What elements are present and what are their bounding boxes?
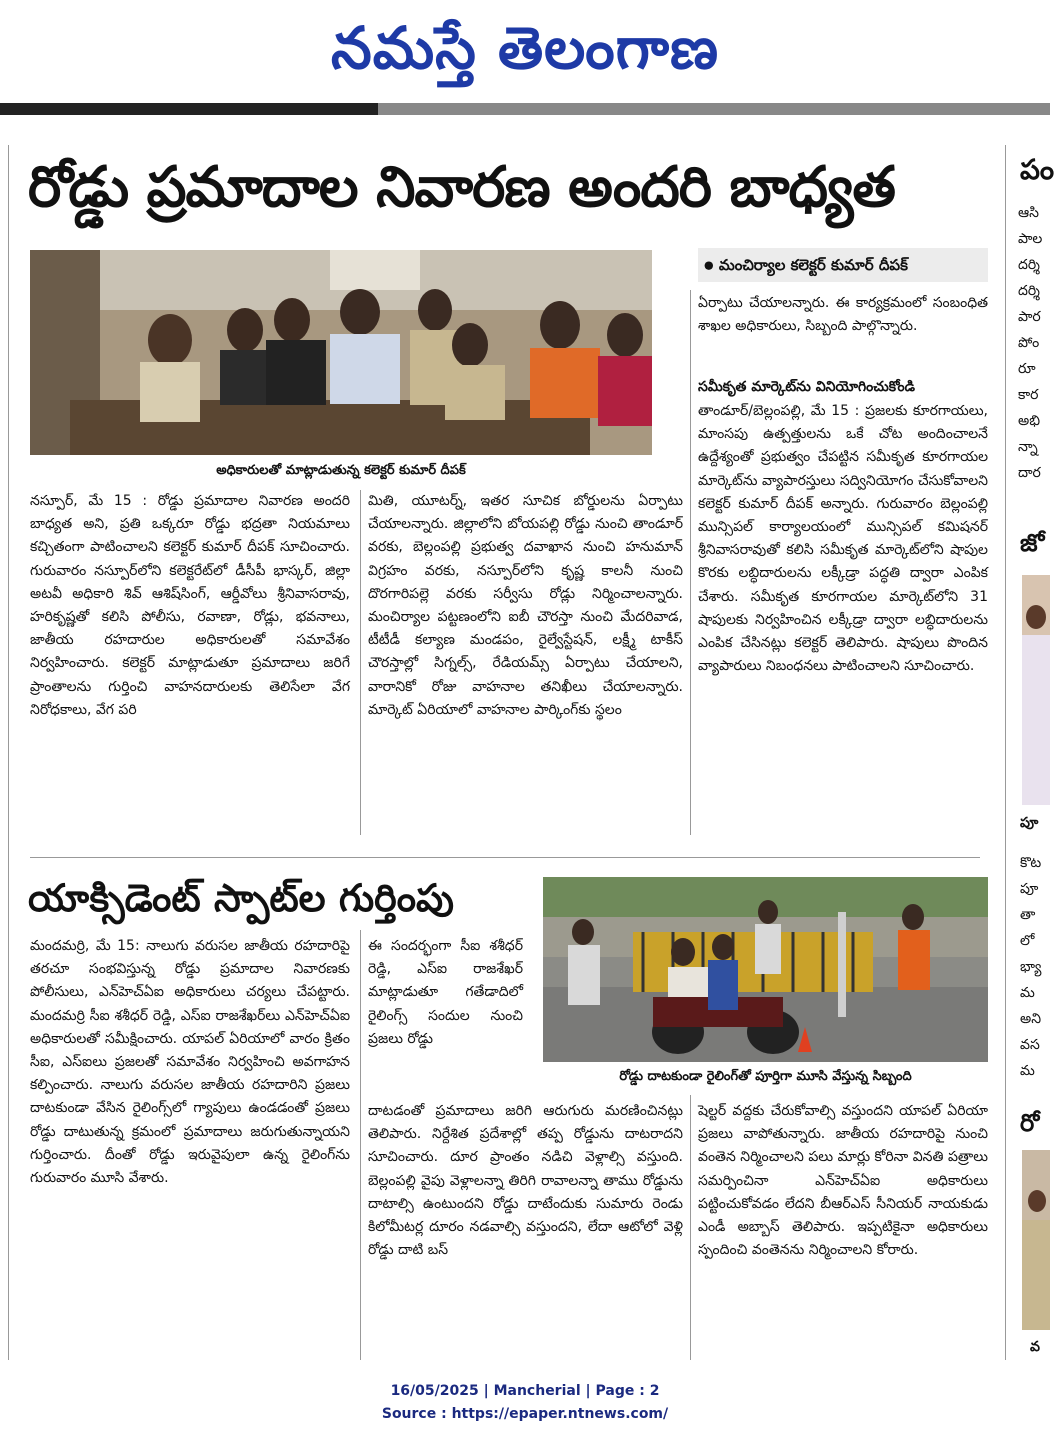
article1-col3-text: ఏర్పాటు చేయాలన్నారు. ఈ కార్యక్రమంలో సంబంధిత శాఖల అధికారులు, సిబ్బంది పాల్గొన్నారు. bbox=[698, 295, 988, 335]
market-subhead: సమీకృత మార్కెట్‌ను వినియోగించుకోండి bbox=[698, 379, 916, 395]
sidebar-line: అని bbox=[1020, 1011, 1042, 1027]
meeting-photo bbox=[30, 250, 652, 455]
article2-col1 bbox=[30, 935, 350, 1350]
masthead-rule-grey bbox=[378, 103, 1050, 115]
sidebar-photo-3 bbox=[1022, 1150, 1050, 1330]
market-body-text: తాండూర్/బెల్లంపల్లి, మే 15 : ప్రజలకు కూరగాయలు, మాంసపు ఉత్పత్తులను ఒకే చోట అందించాలనే ఉద్దేశ్యంతో ప్రభుత్వం చేపట్టిన సమీకృత కూరగాయల మార్కెట్‌ను వ్యాపారస్తులు సద్వినియోగం చేసుకోవాలని కలెక్టర్ కుమార్ దీపక్ అన్నారు. గురువారం బెల్లంపల్లి మున్సిపల్ కార్యాలయంలో మున్సిపల్ కమిషనర్ శ్రీనివాసరావుతో కలిసి సమీకృత మార్కెట్‌లోని షాపుల కొరకు లబ్ధిదారులను లక్కీడ్రా పద్ధతి ద్వారా ఎంపిక చేశారు. సమీకృత కూరగాయల మార్కెట్‌లోని 31 షాపులకు నిర్వహించిన లక్కీడ్రా ద్వారా లబ్ధిదారులను ఎంపిక చేసినట్లు కలెక్టర్ తెలిపారు. షాపులు పొందిన వ్యాపారులు నిబంధనలు పాటించాలని సూచించారు. bbox=[698, 403, 988, 675]
article1-col1-text: నస్పూర్, మే 15 : రోడ్డు ప్రమాదాల నివారణ అందరి బాధ్యత అని, ప్రతి ఒక్కరూ రోడ్డు భద్రతా నియమాలు కచ్చితంగా పాటించాలని కలెక్టర్ కుమార్ దీపక్ సూచించారు. గురువారం నస్పూర్‌లోని కలెక్టరేట్‌లో డీసీపీ భాస్కర్, జిల్లా అటవీ అధికారి శివ్ ఆశిష్‌సింగ్, ఆర్డీవోలు శ్రీనివాసరావు, హరికృష్ణతో కలిసి పోలీసు, రవాణా, రోడ్లు, భవనాలు, జాతీయ రహదారుల అధికారులతో సమావేశం నిర్వహించారు. కలెక్టర్ మాట్లాడుతూ ప్రమాదాలు జరిగే ప్రాంతాలను గుర్తించి వాహనదారులకు తెలిసేలా వేగ నిరోధకాలు, వేగ పరి bbox=[30, 493, 350, 718]
article2-photo bbox=[543, 877, 988, 1062]
article1-photo-caption: అధికారులతో మాట్లాడుతున్న కలెక్టర్ కుమార్ దీపక్ bbox=[216, 463, 466, 478]
sidebar-line: ఆసి bbox=[1018, 205, 1039, 221]
sidebar-line: కొట bbox=[1020, 855, 1042, 871]
sidebar-line: మ bbox=[1020, 985, 1035, 1001]
sidebar-line: పార bbox=[1018, 309, 1041, 325]
article1-col2 bbox=[368, 490, 683, 835]
article1-col3 bbox=[698, 292, 988, 364]
sidebar-line: పాల bbox=[1018, 231, 1043, 247]
sidebar-line: రూ bbox=[1018, 361, 1036, 377]
sidebar-line: పోం bbox=[1018, 335, 1040, 351]
article1-col1 bbox=[30, 490, 350, 835]
sidebar-photo-2 bbox=[1022, 575, 1050, 805]
sidebar-line: లో bbox=[1020, 933, 1035, 949]
column-rule-2 bbox=[690, 290, 691, 835]
column-rule-3 bbox=[360, 930, 361, 1360]
article1-photo bbox=[30, 250, 652, 455]
sidebar-line: దర్శి bbox=[1018, 283, 1040, 299]
masthead-rule-dark bbox=[0, 103, 378, 115]
masthead bbox=[0, 0, 1050, 100]
sidebar-heading-2: జో bbox=[1020, 529, 1045, 557]
sidebar-line: న్నా bbox=[1018, 439, 1038, 455]
left-border-rule bbox=[8, 145, 9, 1360]
sidebar-heading-3: రో bbox=[1020, 1109, 1040, 1137]
article2-col3-text: షెల్టర్ వద్దకు చేరుకోవాల్సి వస్తుందని యాపల్ ఏరియా ప్రజలు వాపోతున్నారు. జాతీయ రహదారిపై నుంచి వంతెన నిర్మించాలని పలు మార్లు కోరినా వినతి పత్రాలు సమర్పించినా ఎన్‌హెచ్‌ఏఐ అధికారులు పట్టించుకోవడం లేదని బీఆర్‌ఎస్ సీనియర్ నాయకుడు ఎండీ అబ్బాస్ తెలిపారు. ఇప్పటికైనా అధికారులు స్పందించి వంతెనను నిర్మించాలని కోరారు. bbox=[698, 1103, 988, 1259]
market-body bbox=[698, 400, 988, 840]
sidebar-line: మ bbox=[1020, 1063, 1035, 1079]
article2-col3 bbox=[698, 1100, 988, 1355]
article1-byline bbox=[698, 248, 988, 282]
article2-col2-bottom bbox=[368, 1100, 683, 1355]
sidebar-line: పూ bbox=[1020, 881, 1039, 897]
masthead-title: నమస్తే తెలంగాణ bbox=[331, 14, 719, 82]
sidebar-heading-1: పం bbox=[1020, 153, 1054, 186]
footer-source-line: Source : https://epaper.ntnews.com/ bbox=[381, 1406, 669, 1422]
sidebar-line: భ్యా bbox=[1020, 959, 1042, 975]
railing-photo bbox=[543, 877, 988, 1062]
article2-col2-top bbox=[368, 935, 523, 1095]
article1-byline-text: మంచిర్యాల కలెక్టర్ కుమార్ దీపక్ bbox=[718, 256, 908, 274]
column-rule-1 bbox=[360, 490, 361, 835]
article2-col2-top-text: ఈ సందర్భంగా సీఐ శశీధర్ రెడ్డి, ఎస్ఐ రాజశేఖర్ మాట్లాడుతూ గతేడాదిలో రైలింగ్స్ సందుల నుంచి ప్రజలు రోడ్డు bbox=[368, 938, 523, 1047]
bullet-icon: ● bbox=[704, 258, 714, 272]
sidebar-line: అభి bbox=[1018, 413, 1040, 429]
article1-headline: రోడ్డు ప్రమాదాల నివారణ అందరి బాధ్యత bbox=[28, 155, 895, 220]
article2-col1-text: మందమర్రి, మే 15: నాలుగు వరుసల జాతీయ రహదారిపై తరచూ సంభవిస్తున్న రోడ్డు ప్రమాదాల నివారణకు పోలీసులు, ఎన్‌హెచ్‌ఏఐ అధికారులు చర్యలు చేపట్టారు. మందమర్రి సీఐ శశీధర్ రెడ్డి, ఎస్ఐ రాజశేఖర్‌లు ఎన్‌హెచ్‌ఏఐ అధికారులతో సమీక్షించారు. యాపల్ ఏరియాలో వారం క్రితం సీఐ, ఎస్ఐలు ప్రజలతో సమావేశం నిర్వహించి అవగాహన కల్పించారు. నాలుగు వరుసల జాతీయ రహదారిని ప్రజలు దాటకుండా వేసిన రైలింగ్స్‌లో గ్యాపులు ఉండడంతో ప్రజలు రోడ్డు దాటుతున్న క్రమంలో ప్రమాదాలు జరుగుతున్నాయని గుర్తించారు. దీంతో రోడ్డు ఇరువైపులా ఉన్న రైలింగ్‌ను గురువారం మూసి వేశారు. bbox=[30, 938, 350, 1187]
sidebar-line: దర్శి bbox=[1018, 257, 1040, 273]
article2-col2-bottom-text: దాటడంతో ప్రమాదాలు జరిగి ఆరుగురు మరణించినట్లు తెలిపారు. నిర్దేశిత ప్రదేశాల్లో తప్ప రోడ్డును దాటరాదని సూచించారు. దూర ప్రాంతం నడిచి వెళ్లాల్సి వస్తుంది. బెల్లంపల్లి వైపు వెళ్లాలన్నా తిరిగి రావాలన్నా తాము రోడ్డును దాటాల్సి ఉంటుందని రోడ్డు దాటేందుకు సుమారు రెండు కిలోమీటర్ల దూరం నడవాల్సి వస్తుందని, లేదా ఆటోలో వెళ్లి రోడ్డు దాటి బస్ bbox=[368, 1103, 683, 1259]
article2-photo-caption: రోడ్డు దాటకుండా రైలింగ్‌తో పూర్తిగా మూసి వేస్తున్న సిబ్బంది bbox=[619, 1069, 912, 1084]
column-rule-4 bbox=[690, 1095, 691, 1360]
article1-col2-text: మితి, యూటర్న్, ఇతర సూచిక బోర్డులను ఏర్పాటు చేయాలన్నారు. జిల్లాలోని బోయపల్లి రోడ్డు నుంచి తాండూర్ వరకు, బెల్లంపల్లి ప్రభుత్వ దవాఖాన నుంచి హనుమాన్ విగ్రహం వరకు, నస్పూర్‌లోని కృష్ణ కాలనీ నుంచి దొరగారిపల్లె వరకు సర్వీసు రోడ్లు నిర్మించాలన్నారు. మంచిర్యాల పట్టణంలోని ఐబీ చౌరస్తా నుంచి మేదరివాడ, టీటీడీ కల్యాణ మండపం, రైల్వేస్టేషన్, లక్ష్మీ టాకీస్ చౌరస్తాల్లో సిగ్నల్స్, రేడియమ్స్ ఏర్పాటు చేయాలని, వారానికో రోజు వాహనాల తనిఖీలు చేయాలన్నారు. మార్కెట్ ఏరియాలో వాహనాల పార్కింగ్‌కు స్థలం bbox=[368, 493, 683, 718]
sidebar-caption-3: వ bbox=[1030, 1339, 1040, 1355]
sidebar-line: వస bbox=[1020, 1037, 1040, 1053]
sidebar-divider bbox=[1005, 145, 1006, 1360]
footer-date-line: 16/05/2025 | Mancherial | Page : 2 bbox=[390, 1383, 660, 1399]
sidebar-story-2 bbox=[1020, 850, 1050, 1090]
sidebar-line: కార bbox=[1018, 387, 1039, 403]
sidebar-caption-2: పూ bbox=[1020, 815, 1039, 831]
sidebar-line: దార bbox=[1018, 465, 1041, 481]
sidebar-story-1 bbox=[1018, 200, 1050, 500]
article2-headline: యాక్సిడెంట్ స్పాట్‌ల గుర్తింపు bbox=[28, 876, 454, 920]
article-divider bbox=[30, 857, 980, 858]
sidebar-line: తా bbox=[1020, 907, 1036, 923]
